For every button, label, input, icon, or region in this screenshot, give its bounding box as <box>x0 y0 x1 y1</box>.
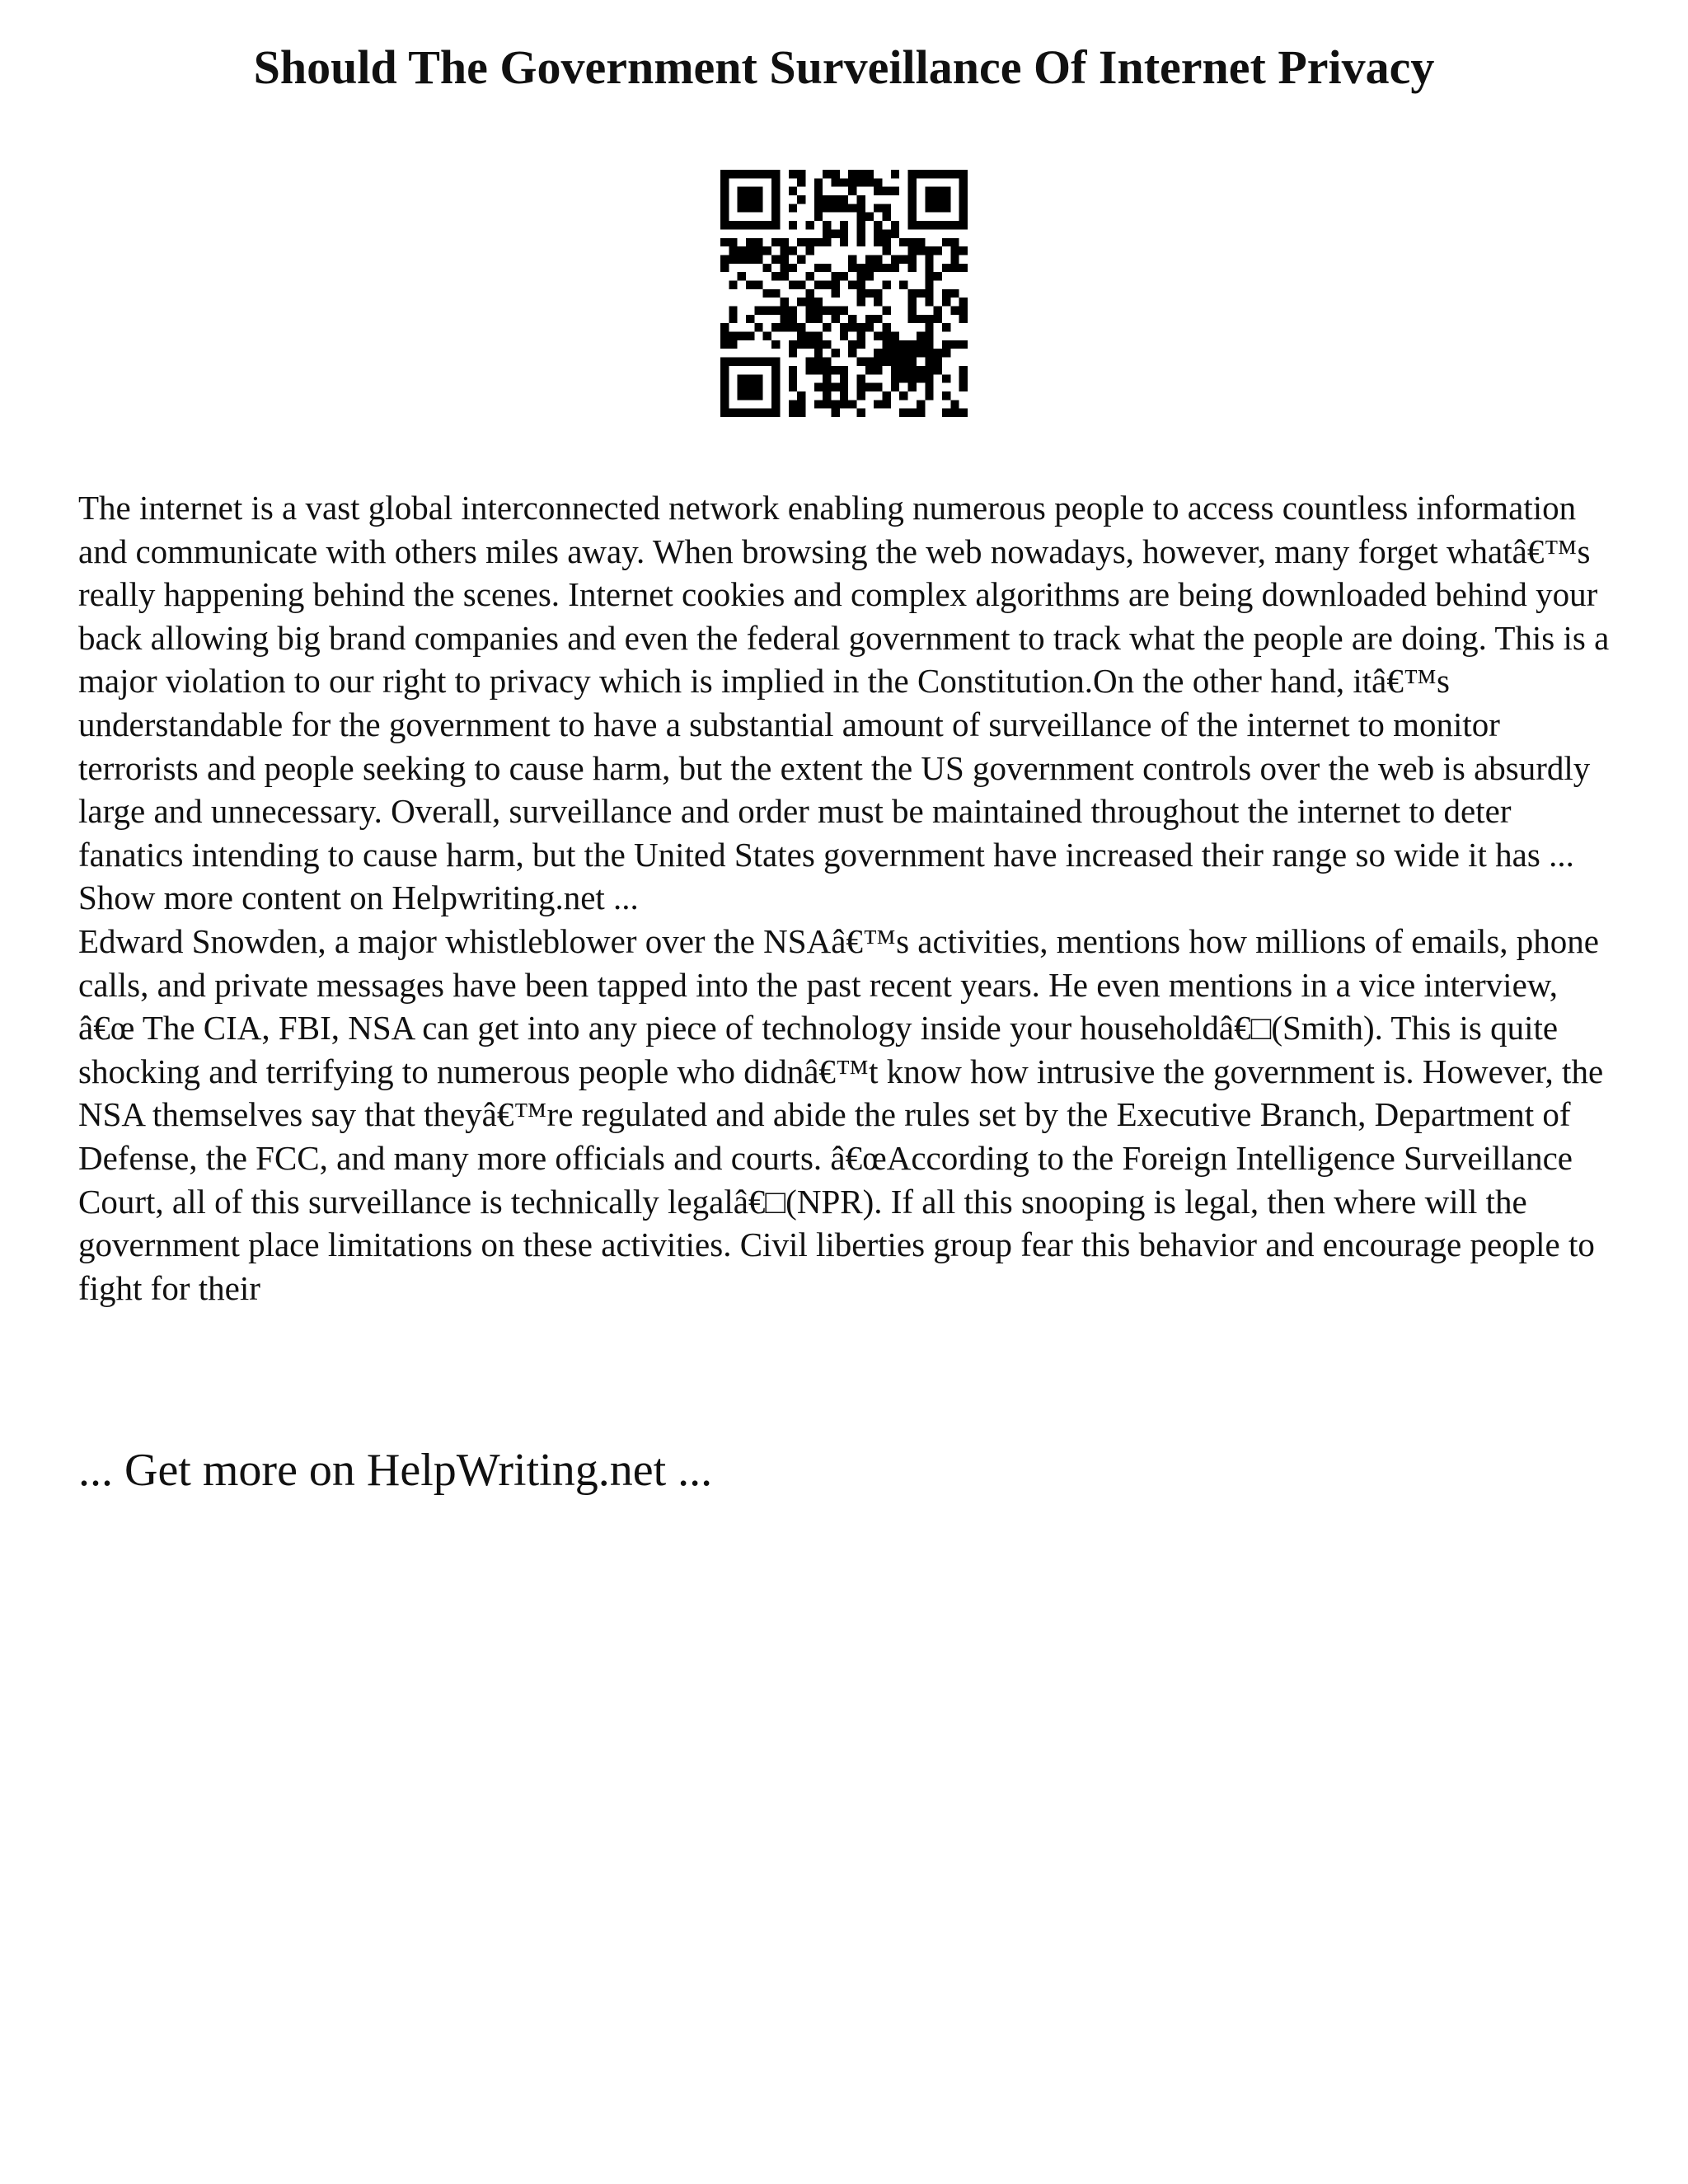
qr-code-icon <box>720 170 968 417</box>
article-paragraph: The internet is a vast global interconnected network enabling numerous people to access countless information and communicate with others miles away. When browsing the web nowadays, however, many forget whatâ€™s really happening behind the scenes. Internet cookies and complex algorithms are being downloaded behind your back allowing big brand companies and even the federal government to track what the people are doing. This is a major violation to our right to privacy which is implied in the Constitution.On the other hand, itâ€™s understandable for the government to have a substantial amount of surveillance of the internet to monitor terrorists and people seeking to cause harm, but the extent the US government controls over the web is absurdly large and unnecessary. Overall, surveillance and order must be maintained throughout the internet to deter fanatics intending to cause harm, but the United States government have increased their range so wide it has ... Show more content on Helpwriting.net ... <box>78 489 1610 917</box>
page-title: Should The Government Surveillance Of Internet Privacy <box>253 40 1435 94</box>
article-paragraph: Edward Snowden, a major whistleblower over the NSAâ€™s activities, mentions how millions of emails, phone calls, and private messages have been tapped into the past recent years. He even mentions in a vice interview, â€œ The CIA, FBI, NSA can get into any piece of technology inside your householdâ€□(Smith). This is quite shocking and terrifying to numerous people who didnâ€™t know how intrusive the government is. However, the NSA themselves say that theyâ€™re regulated and abide the rules set by the Executive Branch, Department of Defense, the FCC, and many more officials and courts. â€œAccording to the Foreign Intelligence Surveillance Court, all of this surveillance is technically legalâ€□(NPR). If all this snooping is legal, then where will the government place limitations on these activities. Civil liberties group fear this behavior and encourage people to fight for their <box>78 921 1604 1307</box>
get-more-link[interactable]: ... Get more on HelpWriting.net ... <box>78 1445 713 1496</box>
article-body <box>78 486 1620 1310</box>
